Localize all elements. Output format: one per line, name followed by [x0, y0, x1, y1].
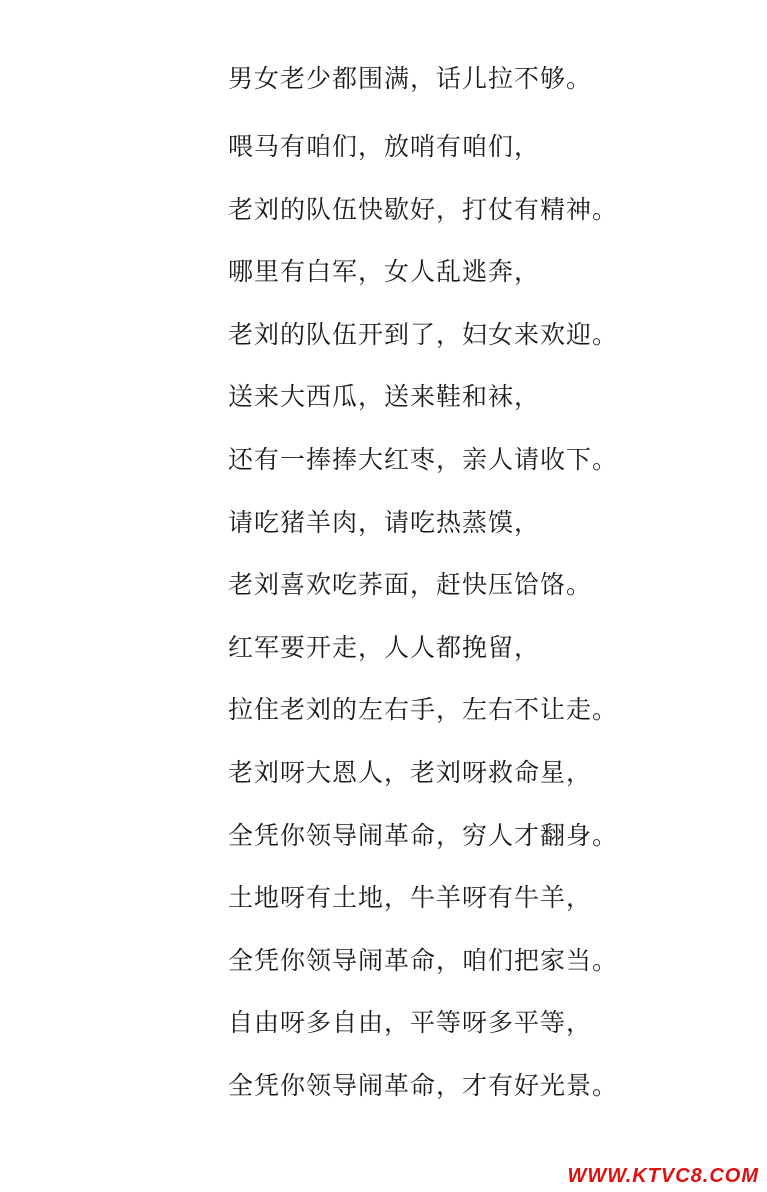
lyric-line-3: 老刘的队伍快歇好，打仗有精神。	[228, 194, 619, 224]
lyric-line-11: 拉住老刘的左右手，左右不让走。	[228, 695, 619, 725]
lyrics-body	[228, 60, 748, 1130]
lyric-line-9: 老刘喜欢吃荞面，赶快压饸饹。	[228, 570, 593, 600]
lyric-line-7: 还有一捧捧大红枣，亲人请收下。	[228, 444, 619, 474]
lyric-line-10: 红军要开走，人人都挽留，	[228, 632, 541, 662]
lyric-line-6: 送来大西瓜，送来鞋和袜，	[228, 382, 541, 412]
lyric-line-16: 自由呀多自由，平等呀多平等，	[228, 1008, 593, 1038]
lyric-line-8: 请吃猪羊肉，请吃热蒸馍，	[228, 507, 541, 537]
lyric-line-14: 土地呀有土地，牛羊呀有牛羊，	[228, 883, 593, 913]
lyric-line-4: 哪里有白军，女人乱逃奔，	[228, 257, 541, 287]
lyric-line-17: 全凭你领导闹革命，才有好光景。	[228, 1070, 619, 1100]
lyric-line-5: 老刘的队伍开到了，妇女来欢迎。	[228, 319, 619, 349]
lyric-line-2: 喂马有咱们，放哨有咱们，	[228, 132, 541, 161]
lyric-line-12: 老刘呀大恩人，老刘呀救命星，	[228, 757, 593, 787]
lyric-line-15: 全凭你领导闹革命，咱们把家当。	[228, 945, 619, 975]
site-watermark: WWW.KTVC8.COM	[567, 1165, 759, 1187]
lyric-line-1: 男女老少都围满，话儿拉不够。	[228, 64, 593, 93]
lyric-line-13: 全凭你领导闹革命，穷人才翻身。	[228, 820, 619, 850]
